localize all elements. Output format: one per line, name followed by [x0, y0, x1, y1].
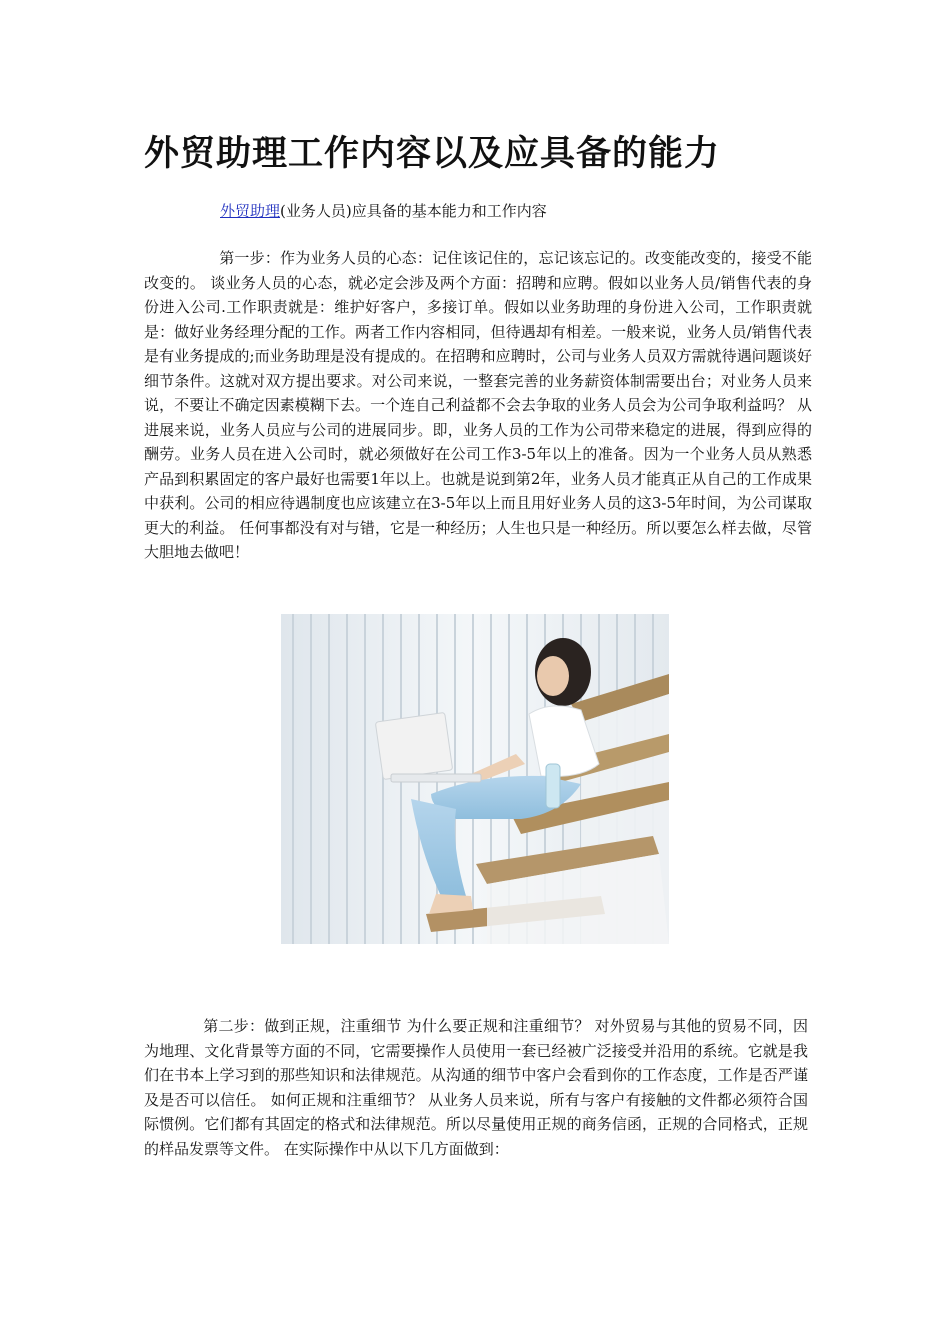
photo-illustration	[281, 614, 669, 944]
subtitle-line	[220, 199, 547, 223]
paragraph-step-2-text: 第二步：做到正规，注重细节 为什么要正规和注重细节？ 对外贸易与其他的贸易不同，因为地理、文化背景等方面的不同，它需要操作人员使用一套已经被广泛接受并沿用的系统。它就是我们在书本上学习到的那些知识和法律规范。从沟通的细节中客户会看到你的工作态度，工作是否严谨及是否可以信任。 如何正规和注重细节？ 从业务人员来说，所有与客户有接触的文件都必须符合国际惯例。它们都有其固定的格式和法律规范。所以尽量使用正规的商务信函，正规的合同格式，正规的样品发票等文件。 在实际操作中从以下几方面做到：	[144, 1017, 808, 1158]
subtitle-text: (业务人员)应具备的基本能力和工作内容	[280, 202, 547, 220]
page-title: 外贸助理工作内容以及应具备的能力	[144, 133, 721, 174]
paragraph-step-1-text: 第一步：作为业务人员的心态：记住该记住的，忘记该忘记的。改变能改变的，接受不能改变的。 谈业务人员的心态，就必定会涉及两个方面：招聘和应聘。假如以业务人员/销售代表的身份进入公司.工作职责就是：维护好客户，多接订单。假如以业务助理的身份进入公司，工作职责就是：做好业务经理分配的工作。两者工作内容相同，但待遇却有相差。一般来说，业务人员/销售代表是有业务提成的;而业务助理是没有提成的。在招聘和应聘时，公司与业务人员双方需就待遇问题谈好细节条件。这就对双方提出要求。对公司来说，一整套完善的业务薪资体制需要出台；对业务人员来说，不要让不确定因素模糊下去。一个连自己利益都不会去争取的业务人员会为公司争取利益吗？ 从进展来说，业务人员应与公司的进展同步。即，业务人员的工作为公司带来稳定的进展，得到应得的酬劳。业务人员在进入公司时，就必须做好在公司工作3-5年以上的准备。因为一个业务人员从熟悉产品到积累固定的客户最好也需要1年以上。也就是说到第2年，业务人员才能真正从自己的工作成果中获利。公司的相应待遇制度也应该建立在3-5年以上而且用好业务人员的这3-5年时间，为公司谋取更大的利益。 任何事都没有对与错，它是一种经历；人生也只是一种经历。所以要怎么样去做，尽管大胆地去做吧！	[144, 249, 812, 561]
paragraph-step-1	[144, 246, 812, 565]
subtitle-link[interactable]: 外贸助理	[220, 202, 281, 220]
woman-laptop-photo	[281, 614, 669, 944]
paragraph-step-2	[144, 1014, 808, 1161]
